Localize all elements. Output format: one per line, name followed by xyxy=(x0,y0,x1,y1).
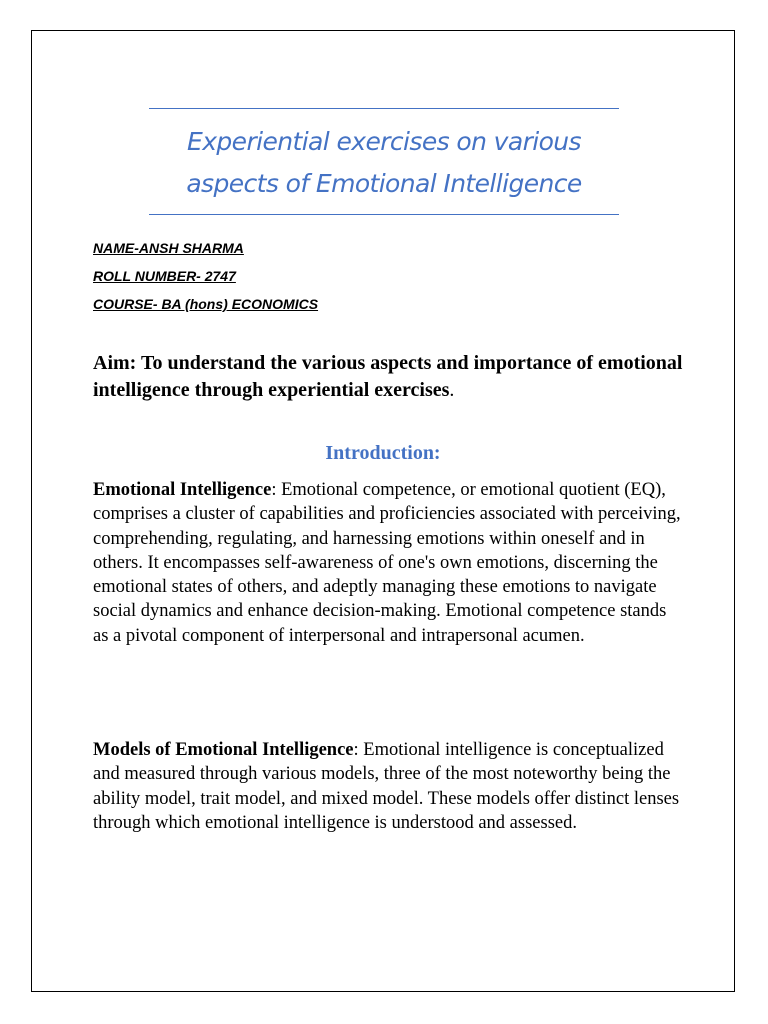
roll-number: ROLL NUMBER- 2747 xyxy=(93,268,236,284)
paragraph-text: : Emotional intelligence is conceptualized and measured through various models, three of the most noteworthy being the ability model, trait model, and mixed model. These models offer distinct lenses through which emotional intelligence is understood and assessed. xyxy=(93,740,680,833)
paragraph-term: Models of Emotional Intelligence xyxy=(93,740,354,760)
student-name: NAME-ANSH SHARMA xyxy=(93,240,244,256)
paragraph-emotional-intelligence xyxy=(93,478,683,648)
introduction-heading: Introduction: xyxy=(325,442,441,464)
paragraph-models xyxy=(93,738,683,835)
title-line-2: aspects of Emotional Intelligence xyxy=(186,169,582,198)
document-title xyxy=(149,108,619,215)
aim-period: . xyxy=(449,379,455,401)
paragraph-term: Emotional Intelligence xyxy=(93,480,272,500)
title-line-1: Experiential exercises on various xyxy=(187,127,581,156)
course: COURSE- BA (hons) ECONOMICS xyxy=(93,296,319,312)
aim-statement xyxy=(93,350,693,404)
aim-text: Aim: To understand the various aspects and importance of emotional intelligence through experiential exercises xyxy=(93,352,683,401)
paragraph-text: : Emotional competence, or emotional quotient (EQ), comprises a cluster of capabilities and proficiencies associated with perceiving, comprehending, regulating, and harnessing emotions within oneself and in others. It encompasses self-awareness of one's own emotions, discerning the emotional states of others, and adeptly managing these emotions to navigate social dynamics and enhance decision-making. Emotional competence stands as a pivotal component of interpersonal and intrapersonal acumen. xyxy=(93,480,681,646)
